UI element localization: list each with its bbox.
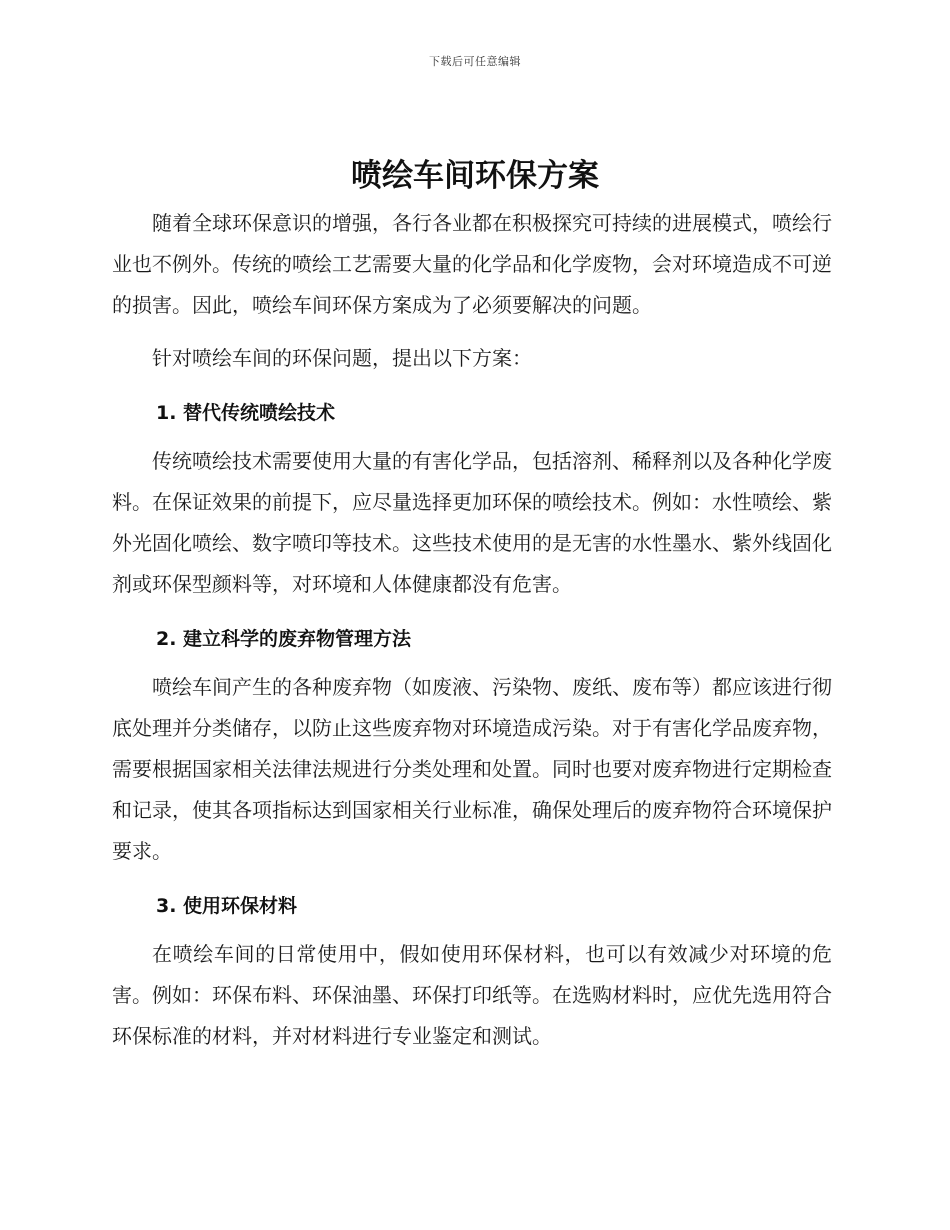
intro-paragraph-2: 针对喷绘车间的环保问题，提出以下方案： bbox=[152, 346, 532, 370]
page-title: 喷绘车间环保方案 bbox=[351, 158, 599, 194]
section-body-3: 在喷绘车间的日常使用中，假如使用环保材料，也可以有效减少对环境的危害。例如：环保布料、环保油墨、环保打印纸等。在选购材料时，应优先选用符合环保标准的材料，并对材料进行专业鉴定和测试。 bbox=[112, 942, 832, 1048]
section-body-2: 喷绘车间产生的各种废弃物（如废液、污染物、废纸、废布等）都应该进行彻底处理并分类储存，以防止这些废弃物对环境造成污染。对于有害化学品废弃物，需要根据国家相关法律法规进行分类处理和处置。同时也要对废弃物进行定期检查和记录，使其各项指标达到国家相关行业标准，确保处理后的废弃物符合环境保护要求。 bbox=[112, 675, 832, 863]
document-body bbox=[112, 203, 832, 1057]
section-heading-2: 2. 建立科学的废弃物管理方法 bbox=[156, 628, 412, 650]
section-heading-1: 1. 替代传统喷绘技术 bbox=[156, 402, 336, 424]
header-note: 下载后可任意编辑 bbox=[429, 55, 521, 68]
section-body-1: 传统喷绘技术需要使用大量的有害化学品，包括溶剂、稀释剂以及各种化学废料。在保证效果的前提下，应尽量选择更加环保的喷绘技术。例如：水性喷绘、紫外光固化喷绘、数字喷印等技术。这些技术使用的是无害的水性墨水、紫外线固化剂或环保型颜料等，对环境和人体健康都没有危害。 bbox=[112, 449, 832, 596]
section-heading-3: 3. 使用环保材料 bbox=[156, 895, 298, 917]
intro-paragraph-1: 随着全球环保意识的增强，各行各业都在积极探究可持续的进展模式，喷绘行业也不例外。传统的喷绘工艺需要大量的化学品和化学废物，会对环境造成不可逆的损害。因此，喷绘车间环保方案成为了必须要解决的问题。 bbox=[112, 211, 832, 317]
